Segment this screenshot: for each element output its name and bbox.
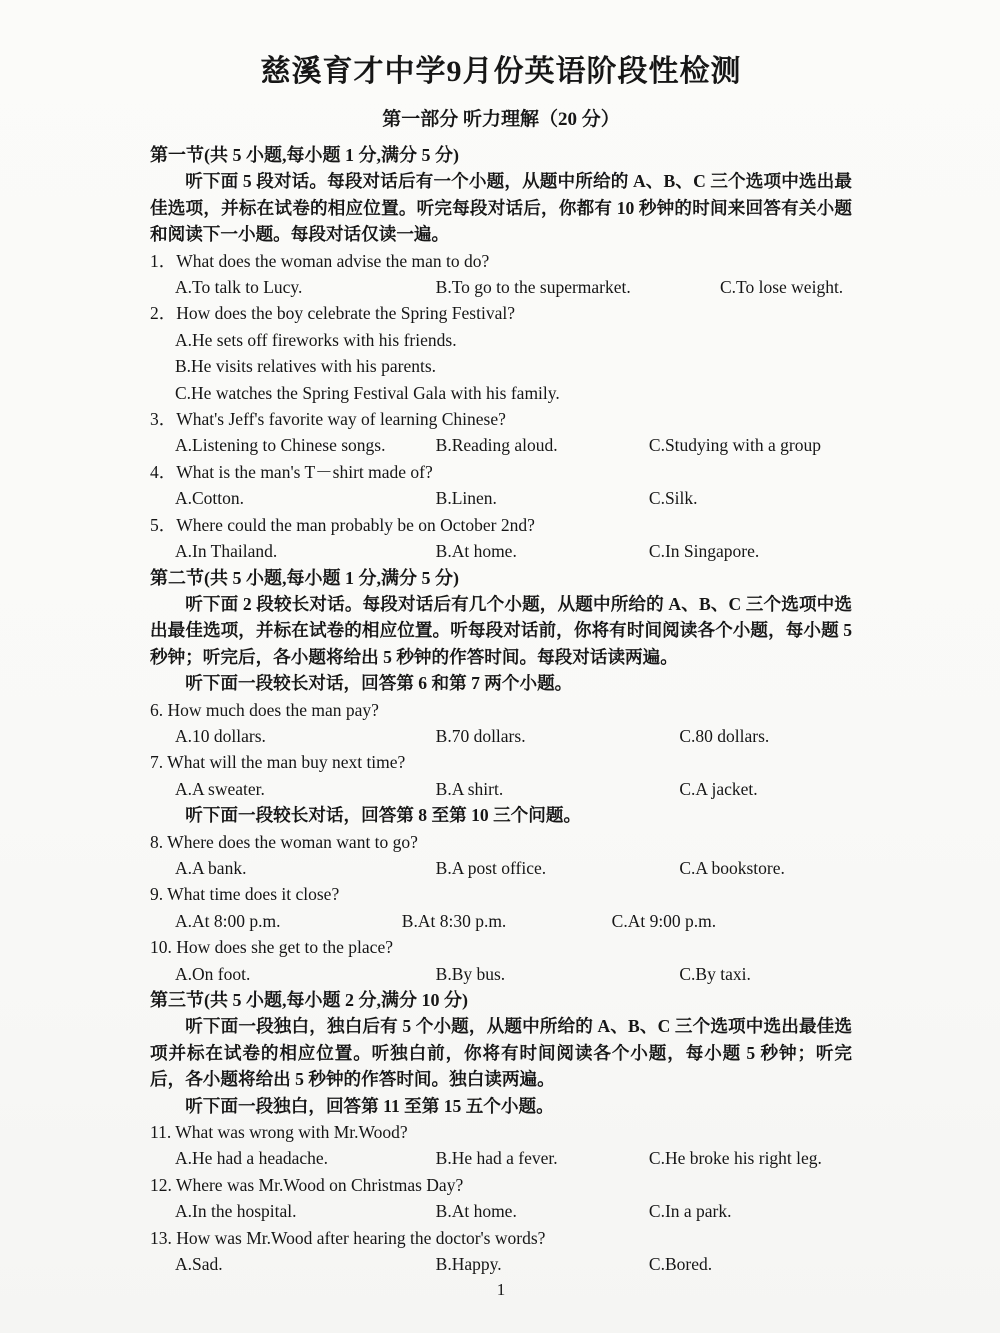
q3-option-c: C.Studying with a group <box>648 435 821 456</box>
q5-option-c: C.In Singapore. <box>648 541 760 562</box>
section3-instructions: 听下面一段独白，独白后有 5 个小题，从题中所给的 A、B、C 三个选项中选出最佳选项并标在试卷的相应位置。听独白前，你将有时间阅读各个小题，每小题 5 秒钟；听完后，各小题将给出 5 秒钟的作答时间。独白读两遍。 <box>150 1016 852 1090</box>
q1-option-c: C.To lose weight. <box>719 277 844 298</box>
question-3-options <box>150 432 852 458</box>
q13-option-b: B.Happy. <box>435 1254 502 1275</box>
question-6-options <box>150 723 852 749</box>
q11-option-a: A.He had a headache. <box>175 1148 329 1169</box>
q9-option-b: B.At 8:30 p.m. <box>401 910 507 931</box>
question-4-options <box>150 485 852 511</box>
q3-option-a: A.Listening to Chinese songs. <box>175 435 386 456</box>
q12-option-b: B.At home. <box>435 1201 517 1222</box>
q9-option-a: A.At 8:00 p.m. <box>175 910 281 931</box>
q8-option-a: A.A bank. <box>175 857 247 878</box>
q2-option-b: B.He visits relatives with his parents. <box>175 356 437 377</box>
q3-option-b: B.Reading aloud. <box>435 435 558 456</box>
q12-option-c: C.In a park. <box>648 1201 732 1222</box>
q1-option-a: A.To talk to Lucy. <box>175 277 303 298</box>
q6-option-c: C.80 dollars. <box>679 725 770 746</box>
q4-option-a: A.Cotton. <box>175 488 245 509</box>
q9-option-c: C.At 9:00 p.m. <box>611 910 717 931</box>
monologue-11-15-instruction: 听下面一段独白，回答第 11 至第 15 五个小题。 <box>185 1095 554 1116</box>
question-6-text: 6. How much does the man pay? <box>150 699 379 720</box>
q2-option-a: A.He sets off fireworks with his friends. <box>175 329 457 350</box>
q11-option-b: B.He had a fever. <box>435 1148 558 1169</box>
q12-option-a: A.In the hospital. <box>175 1201 297 1222</box>
question-11-text: 11. What was wrong with Mr.Wood? <box>150 1122 408 1143</box>
q6-option-a: A.10 dollars. <box>175 725 266 746</box>
question-13-text: 13. How was Mr.Wood after hearing the doctor's words? <box>150 1227 546 1248</box>
q13-option-c: C.Bored. <box>648 1254 713 1275</box>
section1-instructions: 听下面 5 段对话。每段对话后有一个小题，从题中所给的 A、B、C 三个选项中选出最佳选项，并标在试卷的相应位置。听完每段对话后，你都有 10 秒钟的时间来回答有关小题和阅读下一小题。每段对话仅读一遍。 <box>150 171 852 245</box>
q7-option-b: B.A shirt. <box>435 778 504 799</box>
question-10-text: 10. How does she get to the place? <box>150 937 393 958</box>
dialogue-8-10-instruction: 听下面一段较长对话，回答第 8 至第 10 三个问题。 <box>185 805 582 826</box>
q4-option-c: C.Silk. <box>648 488 698 509</box>
q5-option-a: A.In Thailand. <box>175 541 278 562</box>
q10-option-a: A.On foot. <box>175 963 251 984</box>
q1-option-b: B.To go to the supermarket. <box>435 277 631 298</box>
question-5-text: 5．Where could the man probably be on October 2nd? <box>150 514 535 535</box>
q5-option-b: B.At home. <box>435 541 517 562</box>
q6-option-b: B.70 dollars. <box>435 725 526 746</box>
question-12-options <box>150 1198 852 1224</box>
dialogue-6-7-instruction: 听下面一段较长对话，回答第 6 和第 7 两个小题。 <box>185 673 573 694</box>
exam-title: 慈溪育才中学9月份英语阶段性检测 <box>260 55 742 88</box>
q10-option-b: B.By bus. <box>435 963 506 984</box>
question-5-options <box>150 538 852 564</box>
q7-option-c: C.A jacket. <box>679 778 758 799</box>
question-4-text: 4．What is the man's T－shirt made of? <box>150 461 433 482</box>
question-8-options <box>150 855 852 881</box>
q7-option-a: A.A sweater. <box>175 778 265 799</box>
part1-heading: 第一部分 听力理解（20 分） <box>382 109 620 130</box>
q2-option-c: C.He watches the Spring Festival Gala with his family. <box>175 382 560 403</box>
q8-option-b: B.A post office. <box>435 857 547 878</box>
q10-option-c: C.By taxi. <box>679 963 751 984</box>
question-7-options <box>150 776 852 802</box>
question-13-options <box>150 1251 852 1277</box>
question-12-text: 12. Where was Mr.Wood on Christmas Day? <box>150 1174 464 1195</box>
section1-heading: 第一节(共 5 小题,每小题 1 分,满分 5 分) <box>150 145 459 165</box>
question-9-options <box>150 908 852 934</box>
question-7-text: 7. What will the man buy next time? <box>150 752 406 773</box>
question-8-text: 8. Where does the woman want to go? <box>150 831 418 852</box>
section3-heading: 第三节(共 5 小题,每小题 2 分,满分 10 分) <box>150 990 468 1010</box>
question-1-options <box>150 274 852 300</box>
question-3-text: 3．What's Jeff's favorite way of learning Chinese? <box>150 409 506 430</box>
q4-option-b: B.Linen. <box>435 488 497 509</box>
question-10-options <box>150 961 852 987</box>
question-2-text: 2．How does the boy celebrate the Spring Festival? <box>150 303 515 324</box>
question-1-text: 1．What does the woman advise the man to do? <box>150 250 490 271</box>
q13-option-a: A.Sad. <box>175 1254 223 1275</box>
section2-instructions: 听下面 2 段较长对话。每段对话后有几个小题，从题中所给的 A、B、C 三个选项中选出最佳选项，并标在试卷的相应位置。听每段对话前，你将有时间阅读各个小题，每小题 5 秒钟；听完后，各小题将给出 5 秒钟的作答时间。每段对话读两遍。 <box>150 593 852 667</box>
page-number: 1 <box>496 1280 506 1300</box>
question-11-options <box>150 1145 852 1171</box>
q11-option-c: C.He broke his right leg. <box>648 1148 822 1169</box>
q8-option-c: C.A bookstore. <box>679 857 785 878</box>
question-9-text: 9. What time does it close? <box>150 884 340 905</box>
section2-heading: 第二节(共 5 小题,每小题 1 分,满分 5 分) <box>150 567 459 588</box>
